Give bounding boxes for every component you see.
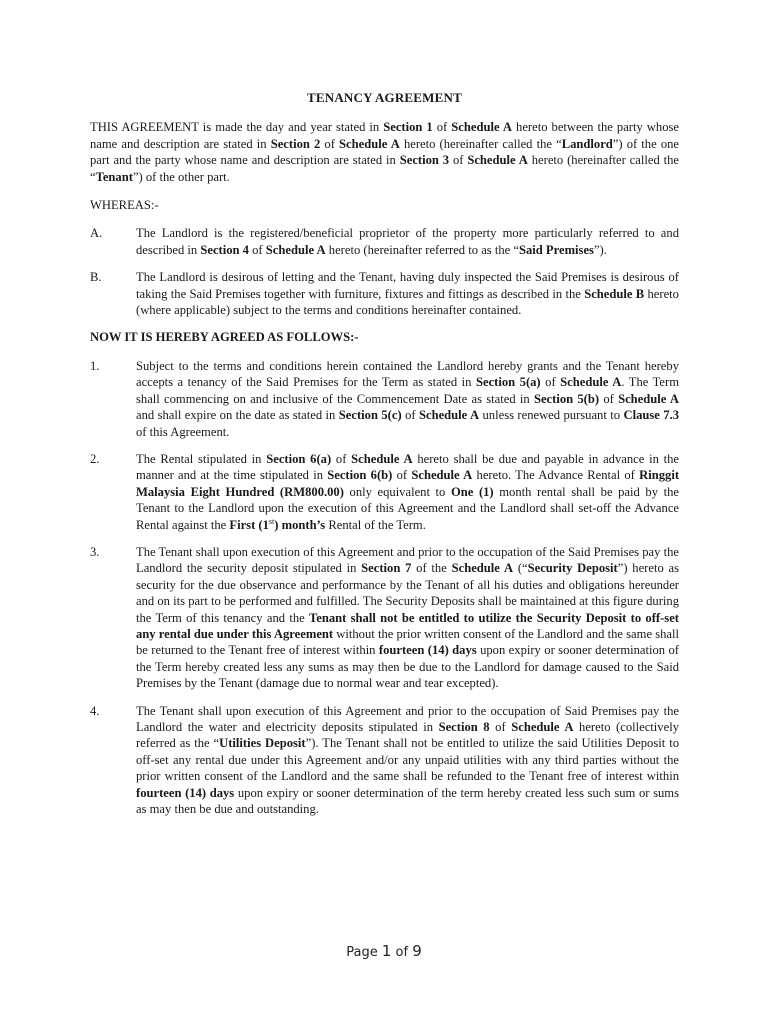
clause-4	[90, 703, 679, 818]
clause-label: 1.	[90, 358, 100, 373]
page-number-footer	[0, 942, 768, 960]
clause-text: The Rental stipulated in Section 6(a) of Schedule A hereto shall be due and payable in advance in the manner and at the time stipulated in Section 6(b) of Schedule A hereto. The Advance Rental of Ringgit Malaysia Eight Hundred (RM800.00) only equivalent to One (1) month rental shall be paid by the Tenant to the Landlord upon the execution of this Agreement and the Landlord shall set-off the Advance Rental against the First (1st) month’s Rental of the Term.	[136, 451, 680, 532]
clause-text: The Tenant shall upon execution of this Agreement and prior to the occupation of the Said Premises pay the Landlord the security deposit stipulated in Section 7 of the Schedule A (“Security Deposit”) hereto as security for the due observance and performance by the Tenant of all his duties and obligations hereunder and on its part to be performed and fulfilled. The Security Deposits shall be maintained at this figure during the Term of this tenancy and the Tenant shall not be entitled to utilize the Security Deposit to off-set any rental due under this Agreement without the prior written consent of the Landlord and the same shall be returned to the Tenant free of interest within fourteen (14) days upon expiry or sooner determination of the Term hereby created less any sums as may then be due to the Landlord for damage caused to the Said Premises by the Tenant (damage due to normal wear and tear excepted).	[136, 544, 680, 691]
clause-text: Subject to the terms and conditions herein contained the Landlord hereby grants and the Tenant hereby accepts a tenancy of the Said Premises for the Term as stated in Section 5(a) of Schedule A. The Term shall commencing on and inclusive of the Commencement Date as stated in Section 5(b) of Schedule A and shall expire on the date as stated in Section 5(c) of Schedule A unless renewed pursuant to Clause 7.3 of this Agreement.	[136, 358, 680, 439]
document-title: TENANCY AGREEMENT	[307, 90, 462, 105]
of-word: of	[395, 945, 409, 960]
page-word: Page	[346, 945, 378, 960]
clause-2	[90, 451, 679, 533]
whereas-heading: WHEREAS:-	[90, 198, 159, 213]
clause-text: The Tenant shall upon execution of this Agreement and prior to the occupation of Said Premises pay the Landlord the water and electricity deposits stipulated in Section 8 of Schedule A hereto (collectively referred as the “Utilities Deposit”). The Tenant shall not be entitled to utilize the said Utilities Deposit to off-set any rental due under this Agreement and/or any unpaid utilities with any third parties without the prior written consent of the Landlord and the same shall be refunded to the Tenant free of interest within fourteen (14) days upon expiry or sooner determination of the term hereby created less such sum or sums as may then be due and outstanding.	[136, 703, 679, 817]
total-pages-number: 9	[412, 942, 422, 960]
clause-3	[90, 544, 679, 692]
current-page-number: 1	[381, 942, 392, 960]
clause-label: 3.	[90, 544, 100, 559]
clause-label: 2.	[90, 451, 100, 466]
clause-1	[90, 358, 679, 440]
document-body	[90, 90, 679, 828]
clause-label: 4.	[90, 703, 100, 718]
recital-text: The Landlord is the registered/beneficial proprietor of the property more particularly referred to and described in Section 4 of Schedule A hereto (hereinafter referred to as the “Said Premises”).	[136, 226, 679, 257]
recital-text: The Landlord is desirous of letting and the Tenant, having duly inspected the Said Premises is desirous of taking the Said Premises together with furniture, fixtures and fittings as described in the Schedule B hereto (where applicable) subject to the terms and conditions hereinafter contained.	[136, 270, 679, 318]
recital-label: A.	[90, 226, 103, 241]
intro-paragraph: THIS AGREEMENT is made the day and year stated in Section 1 of Schedule A hereto between the party whose name and description are stated in Section 2 of Schedule A hereto (hereinafter called the “Landlord”) of the one part and the party whose name and description are stated in Section 3 of Schedule A hereto (hereinafter called the “Tenant”) of the other part.	[90, 120, 679, 184]
recital-a	[90, 225, 679, 258]
recital-b	[90, 269, 679, 318]
recital-label: B.	[90, 270, 102, 285]
agreed-heading: NOW IT IS HEREBY AGREED AS FOLLOWS:-	[90, 330, 359, 345]
